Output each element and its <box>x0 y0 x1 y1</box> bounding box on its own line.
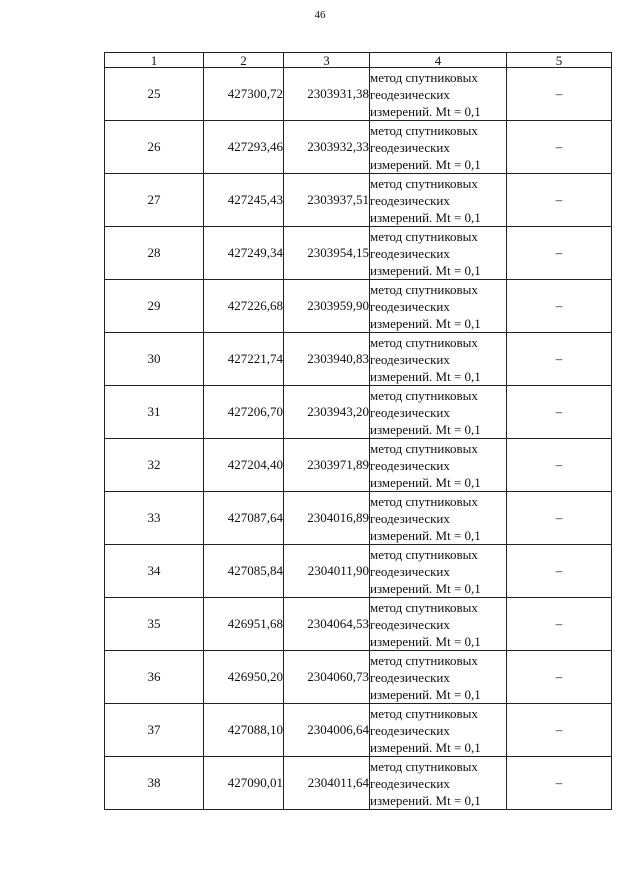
method-line: измерений. Mt = 0,1 <box>370 474 481 490</box>
note-cell: – <box>507 757 612 810</box>
point-number-cell: 26 <box>105 121 204 174</box>
point-number-cell: 27 <box>105 174 204 227</box>
point-number-cell: 29 <box>105 280 204 333</box>
point-number-cell: 34 <box>105 545 204 598</box>
x-coordinate-cell: 427293,46 <box>204 121 284 174</box>
table-header-row <box>105 53 612 68</box>
method-line: метод спутниковых <box>370 599 478 615</box>
method-line: измерений. Mt = 0,1 <box>370 368 481 384</box>
point-number-cell: 33 <box>105 492 204 545</box>
method-line: геодезических <box>370 510 450 526</box>
y-coordinate-cell: 2303971,89 <box>284 439 370 492</box>
table-row <box>105 386 612 439</box>
y-coordinate-cell: 2304060,73 <box>284 651 370 704</box>
table-row <box>105 598 612 651</box>
method-line: измерений. Mt = 0,1 <box>370 421 481 437</box>
point-number-cell: 28 <box>105 227 204 280</box>
page-number: 46 <box>314 9 326 21</box>
method-line: метод спутниковых <box>370 334 478 350</box>
note-cell: – <box>507 121 612 174</box>
method-line: геодезических <box>370 722 450 738</box>
method-cell <box>370 598 507 651</box>
table-row <box>105 545 612 598</box>
note-cell: – <box>507 68 612 121</box>
x-coordinate-cell: 427226,68 <box>204 280 284 333</box>
y-coordinate-cell: 2303954,15 <box>284 227 370 280</box>
x-coordinate-cell: 427087,64 <box>204 492 284 545</box>
table-row <box>105 704 612 757</box>
method-cell <box>370 492 507 545</box>
note-cell: – <box>507 280 612 333</box>
method-line: геодезических <box>370 139 450 155</box>
method-line: геодезических <box>370 245 450 261</box>
column-header-5: 5 <box>507 53 612 68</box>
note-cell: – <box>507 704 612 757</box>
method-line: геодезических <box>370 298 450 314</box>
method-line: метод спутниковых <box>370 440 478 456</box>
x-coordinate-cell: 427085,84 <box>204 545 284 598</box>
method-line: геодезических <box>370 457 450 473</box>
method-line: метод спутниковых <box>370 705 478 721</box>
table-row <box>105 492 612 545</box>
method-cell <box>370 651 507 704</box>
method-cell <box>370 227 507 280</box>
table-row <box>105 280 612 333</box>
method-line: геодезических <box>370 775 450 791</box>
note-cell: – <box>507 174 612 227</box>
method-line: метод спутниковых <box>370 69 478 85</box>
method-line: геодезических <box>370 563 450 579</box>
note-cell: – <box>507 545 612 598</box>
y-coordinate-cell: 2304064,53 <box>284 598 370 651</box>
method-line: измерений. Mt = 0,1 <box>370 103 481 119</box>
table-row <box>105 651 612 704</box>
method-line: измерений. Mt = 0,1 <box>370 792 481 808</box>
column-header-1: 1 <box>105 53 204 68</box>
method-line: геодезических <box>370 86 450 102</box>
note-cell: – <box>507 439 612 492</box>
x-coordinate-cell: 426951,68 <box>204 598 284 651</box>
method-line: метод спутниковых <box>370 281 478 297</box>
x-coordinate-cell: 427088,10 <box>204 704 284 757</box>
column-header-3: 3 <box>284 53 370 68</box>
table-row <box>105 174 612 227</box>
method-line: метод спутниковых <box>370 652 478 668</box>
table-row <box>105 439 612 492</box>
method-line: метод спутниковых <box>370 228 478 244</box>
point-number-cell: 30 <box>105 333 204 386</box>
x-coordinate-cell: 427204,40 <box>204 439 284 492</box>
method-line: геодезических <box>370 192 450 208</box>
method-cell <box>370 174 507 227</box>
method-line: измерений. Mt = 0,1 <box>370 580 481 596</box>
point-number-cell: 31 <box>105 386 204 439</box>
table-row <box>105 68 612 121</box>
method-line: геодезических <box>370 669 450 685</box>
y-coordinate-cell: 2304016,89 <box>284 492 370 545</box>
method-line: метод спутниковых <box>370 493 478 509</box>
y-coordinate-cell: 2303932,33 <box>284 121 370 174</box>
x-coordinate-cell: 427221,74 <box>204 333 284 386</box>
method-line: измерений. Mt = 0,1 <box>370 633 481 649</box>
note-cell: – <box>507 492 612 545</box>
y-coordinate-cell: 2303959,90 <box>284 280 370 333</box>
y-coordinate-cell: 2304006,64 <box>284 704 370 757</box>
note-cell: – <box>507 333 612 386</box>
note-cell: – <box>507 651 612 704</box>
y-coordinate-cell: 2304011,90 <box>284 545 370 598</box>
table-row <box>105 121 612 174</box>
method-line: измерений. Mt = 0,1 <box>370 315 481 331</box>
x-coordinate-cell: 427249,34 <box>204 227 284 280</box>
method-line: измерений. Mt = 0,1 <box>370 209 481 225</box>
method-line: измерений. Mt = 0,1 <box>370 686 481 702</box>
y-coordinate-cell: 2304011,64 <box>284 757 370 810</box>
y-coordinate-cell: 2303940,83 <box>284 333 370 386</box>
method-line: измерений. Mt = 0,1 <box>370 739 481 755</box>
method-cell <box>370 68 507 121</box>
method-cell <box>370 386 507 439</box>
method-cell <box>370 280 507 333</box>
coordinates-table <box>104 52 612 810</box>
method-line: измерений. Mt = 0,1 <box>370 156 481 172</box>
method-line: геодезических <box>370 616 450 632</box>
method-cell <box>370 757 507 810</box>
method-cell <box>370 704 507 757</box>
method-cell <box>370 121 507 174</box>
method-line: измерений. Mt = 0,1 <box>370 262 481 278</box>
note-cell: – <box>507 227 612 280</box>
x-coordinate-cell: 427245,43 <box>204 174 284 227</box>
table-body <box>105 68 612 810</box>
method-line: метод спутниковых <box>370 175 478 191</box>
method-cell <box>370 333 507 386</box>
table-row <box>105 757 612 810</box>
point-number-cell: 32 <box>105 439 204 492</box>
point-number-cell: 37 <box>105 704 204 757</box>
method-line: измерений. Mt = 0,1 <box>370 527 481 543</box>
x-coordinate-cell: 426950,20 <box>204 651 284 704</box>
y-coordinate-cell: 2303931,38 <box>284 68 370 121</box>
column-header-2: 2 <box>204 53 284 68</box>
method-line: метод спутниковых <box>370 122 478 138</box>
note-cell: – <box>507 598 612 651</box>
y-coordinate-cell: 2303937,51 <box>284 174 370 227</box>
method-line: геодезических <box>370 404 450 420</box>
note-cell: – <box>507 386 612 439</box>
method-line: геодезических <box>370 351 450 367</box>
table-row <box>105 227 612 280</box>
x-coordinate-cell: 427090,01 <box>204 757 284 810</box>
point-number-cell: 38 <box>105 757 204 810</box>
method-cell <box>370 439 507 492</box>
point-number-cell: 35 <box>105 598 204 651</box>
method-cell <box>370 545 507 598</box>
x-coordinate-cell: 427300,72 <box>204 68 284 121</box>
method-line: метод спутниковых <box>370 758 478 774</box>
point-number-cell: 25 <box>105 68 204 121</box>
x-coordinate-cell: 427206,70 <box>204 386 284 439</box>
table-row <box>105 333 612 386</box>
point-number-cell: 36 <box>105 651 204 704</box>
column-header-4: 4 <box>370 53 507 68</box>
method-line: метод спутниковых <box>370 387 478 403</box>
method-line: метод спутниковых <box>370 546 478 562</box>
y-coordinate-cell: 2303943,20 <box>284 386 370 439</box>
